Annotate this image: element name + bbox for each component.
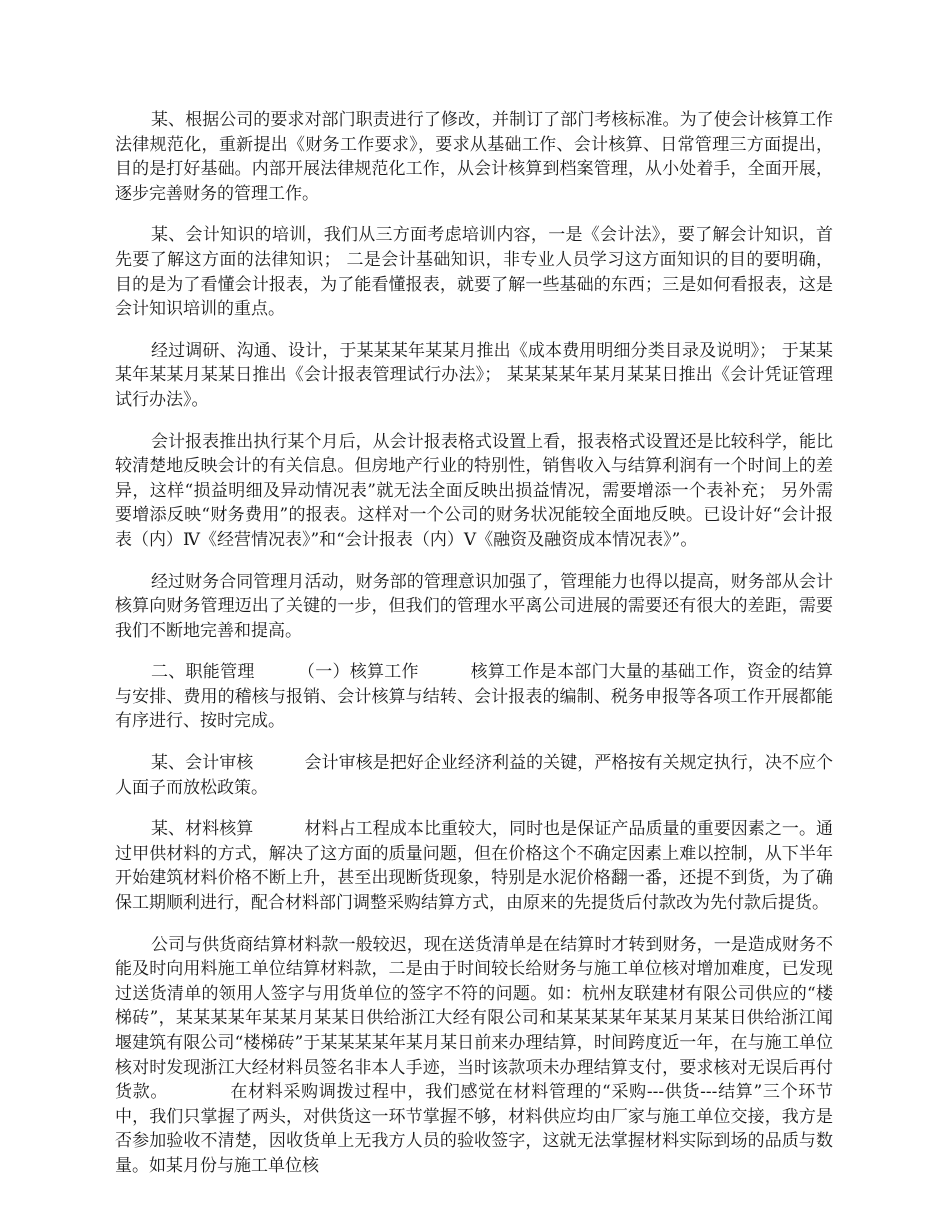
paragraph-3: 经过调研、沟通、设计，于某某某年某某月推出《成本费用明细分类目录及说明》； 于某某某年某某月某某日推出《会计报表管理试行办法》； 某某某某年某月某某日推出《会计凭证管理试行办法》。	[115, 340, 833, 410]
document-page	[115, 108, 833, 1179]
paragraph-1: 某、根据公司的要求对部门职责进行了修改，并制订了部门考核标准。为了使会计核算工作法律规范化，重新提出《财务工作要求》，要求从基础工作、会计核算、日常管理三方面提出，目的是打好基础。内部开展法律规范化工作，从会计核算到档案管理，从小处着手，全面开展，逐步完善财务的管理工作。	[115, 110, 833, 204]
paragraph-8: 某、材料核算 材料占工程成本比重较大，同时也是保证产品质量的重要因素之一。通过甲供材料的方式，解决了这方面的质量问题，但在价格这个不确定因素上难以控制，从下半年开始建筑材料价格不断上升，甚至出现断货现象，特别是水泥价格翻一番，还提不到货，为了确保工期顺利进行，配合材料部门调整采购结算方式，由原来的先提货后付款改为先付款后提货。	[115, 819, 833, 914]
paragraph-2: 某、会计知识的培训，我们从三方面考虑培训内容，一是《会计法》，要了解会计知识，首先要了解这方面的法律知识； 二是会计基础知识，非专业人员学习这方面知识的目的要明确，目的是为了看懂会计报表，为了能看懂报表，就要了解一些基础的东西；三是如何看报表，这是会计知识培训的重点。	[115, 225, 833, 320]
paragraph-7: 某、会计审核 会计审核是把好企业经济利益的关键，严格按有关规定执行，决不应个人面子而放松政策。	[115, 753, 833, 798]
paragraph-5: 经过财务合同管理月活动，财务部的管理意识加强了，管理能力也得以提高，财务部从会计核算向财务管理迈出了关键的一步，但我们的管理水平离公司进展的需要还有很大的差距，需要我们不断地完善和提高。	[115, 571, 833, 641]
paragraph-4: 会计报表推出执行某个月后，从会计报表格式设置上看，报表格式设置还是比较科学，能比较清楚地反映会计的有关信息。但房地产行业的特别性，销售收入与结算利润有一个时间上的差异，这样“损益明细及异动情况表”就无法全面反映出损益情况，需要增添一个表补充； 另外需要增添反映“财务费用”的报表。这样对一个公司的财务状况能较全面地反映。已设计好“会计报表（内）Ⅳ《经营情况表》”和“会计报表（内）Ⅴ《融资及融资成本情况表》”。	[115, 431, 833, 550]
paragraph-9: 公司与供货商结算材料款一般较迟，现在送货清单是在结算时才转到财务，一是造成财务不能及时向用料施工单位结算材料款，二是由于时间较长给财务与施工单位核对增加难度，已发现过送货清单的领用人签字与用货单位的签字不符的问题。如：杭州友联建材有限公司供应的“楼梯砖”，某某某某年某某月某某日供给浙江大经有限公司和某某某某年某某月某某日供给浙江闻堰建筑有限公司“楼梯砖”于某某某某年某月某日前来办理结算，时间跨度近一年，在与施工单位核对时发现浙江大经材料员签名非本人手迹，当时该款项未办理结算支付，要求核对无误后再付货款。 在材料采购调拨过程中，我们感觉在材料管理的“采购---供货---结算”三个环节中，我们只掌握了两头，对供货这一环节掌握不够，材料供应均由厂家与施工单位交接，我方是否参加验收不清楚，因收货单上无我方人员的验收签字，这就无法掌握材料实际到场的品质与数量。如某月份与施工单位核	[115, 934, 833, 1176]
paragraph-6: 二、职能管理 （一）核算工作 核算工作是本部门大量的基础工作，资金的结算与安排、费用的稽核与报销、会计核算与结转、会计报表的编制、税务申报等各项工作开展都能有序进行、按时完成。	[115, 662, 833, 732]
